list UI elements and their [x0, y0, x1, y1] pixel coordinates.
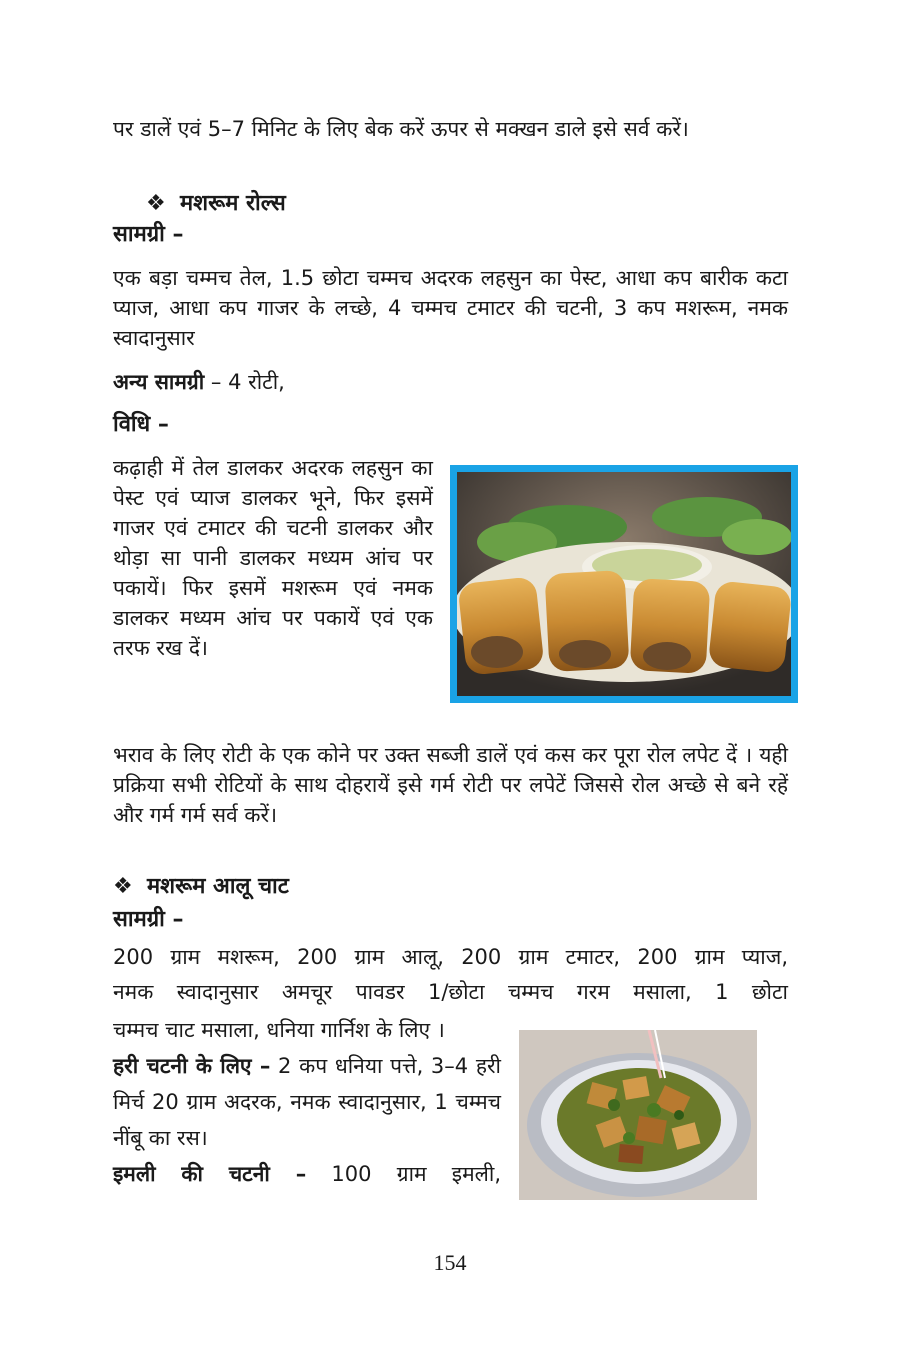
section-heading-chaat	[113, 872, 289, 902]
mushroom-aloo-chaat-photo	[519, 1030, 757, 1200]
green-chutney-label: हरी चटनी के लिए –	[113, 1054, 271, 1078]
tamarind-chutney-label: इमली की चटनी –	[113, 1162, 307, 1186]
tamarind-chutney-text: 100 ग्राम इमली,	[306, 1162, 502, 1186]
ingredients-label: सामग्री –	[113, 907, 184, 932]
chaat-left-column	[113, 1012, 501, 1192]
ingredients-paragraph: एक बड़ा चम्मच तेल, 1.5 छोटा चम्मच अदरक लहसुन का पेस्ट, आधा कप बारीक कटा प्याज, आधा कप गाजर के लच्छे, 4 चम्मच टमाटर की चटनी, 3 कप मशरूम, नमक स्वादानुसार	[113, 266, 788, 350]
mushroom-rolls-photo	[450, 465, 798, 703]
chaat-ingredients-cont: चम्मच चाट मसाला, धनिया गार्निश के लिए ।	[113, 1018, 445, 1042]
method-label: विधि –	[113, 412, 169, 437]
diamond-bullet-icon: ❖	[113, 874, 133, 899]
chaat-ingredients-line-1: 200 ग्राम मशरूम, 200 ग्राम आलू, 200 ग्राम टमाटर, 200 ग्राम प्याज,	[113, 945, 788, 969]
tamarind-chutney-paragraph	[113, 1156, 501, 1192]
filling-paragraph: भराव के लिए रोटी के एक कोने पर उक्त सब्जी डालें एवं कस कर पूरा रोल लपेट दें । यही प्रक्रिया सभी रोटियों के साथ दोहरायें इसे गर्म रोटी पर लपेटें जिससे रोल अच्छे से बने रहें और गर्म गर्म सर्व करें।	[113, 743, 788, 827]
green-chutney-text: 2 कप धनिया पत्ते, 3–4 हरी मिर्च 20 ग्राम अदरक, नमक स्वादानुसार, 1 चम्मच नींबू का रस।	[113, 1054, 501, 1150]
section-title: मशरूम रोल्स	[180, 191, 286, 216]
ingredients-label: सामग्री –	[113, 222, 184, 247]
other-ingredients-line	[113, 367, 788, 397]
section-heading-rolls	[146, 189, 286, 219]
section-title: मशरूम आलू चाट	[147, 874, 289, 899]
other-ingredients-text: – 4 रोटी,	[204, 370, 285, 394]
chaat-ingredients-line-2: नमक स्वादानुसार अमचूर पावडर 1/छोटा चम्मच गरम मसाला, 1 छोटा	[113, 980, 788, 1004]
continuation-paragraph: पर डालें एवं 5–7 मिनिट के लिए बेक करें ऊपर से मक्खन डाले इसे सर्व करें।	[113, 117, 689, 141]
green-chutney-paragraph	[113, 1048, 501, 1156]
method-paragraph: कढ़ाही में तेल डालकर अदरक लहसुन का पेस्ट एवं प्याज डालकर भूने, फिर इसमें गाजर एवं टमाटर की चटनी डालकर और थोड़ा सा पानी डालकर मध्यम आंच पर पकायें। फिर इसमें मशरूम एवं नमक डालकर मध्यम आंच पर पकायें एवं एक तरफ रख दें।	[113, 456, 433, 660]
diamond-bullet-icon: ❖	[146, 191, 166, 216]
page-number: 154	[433, 1250, 467, 1275]
other-ingredients-label: अन्य सामग्री	[113, 370, 205, 394]
